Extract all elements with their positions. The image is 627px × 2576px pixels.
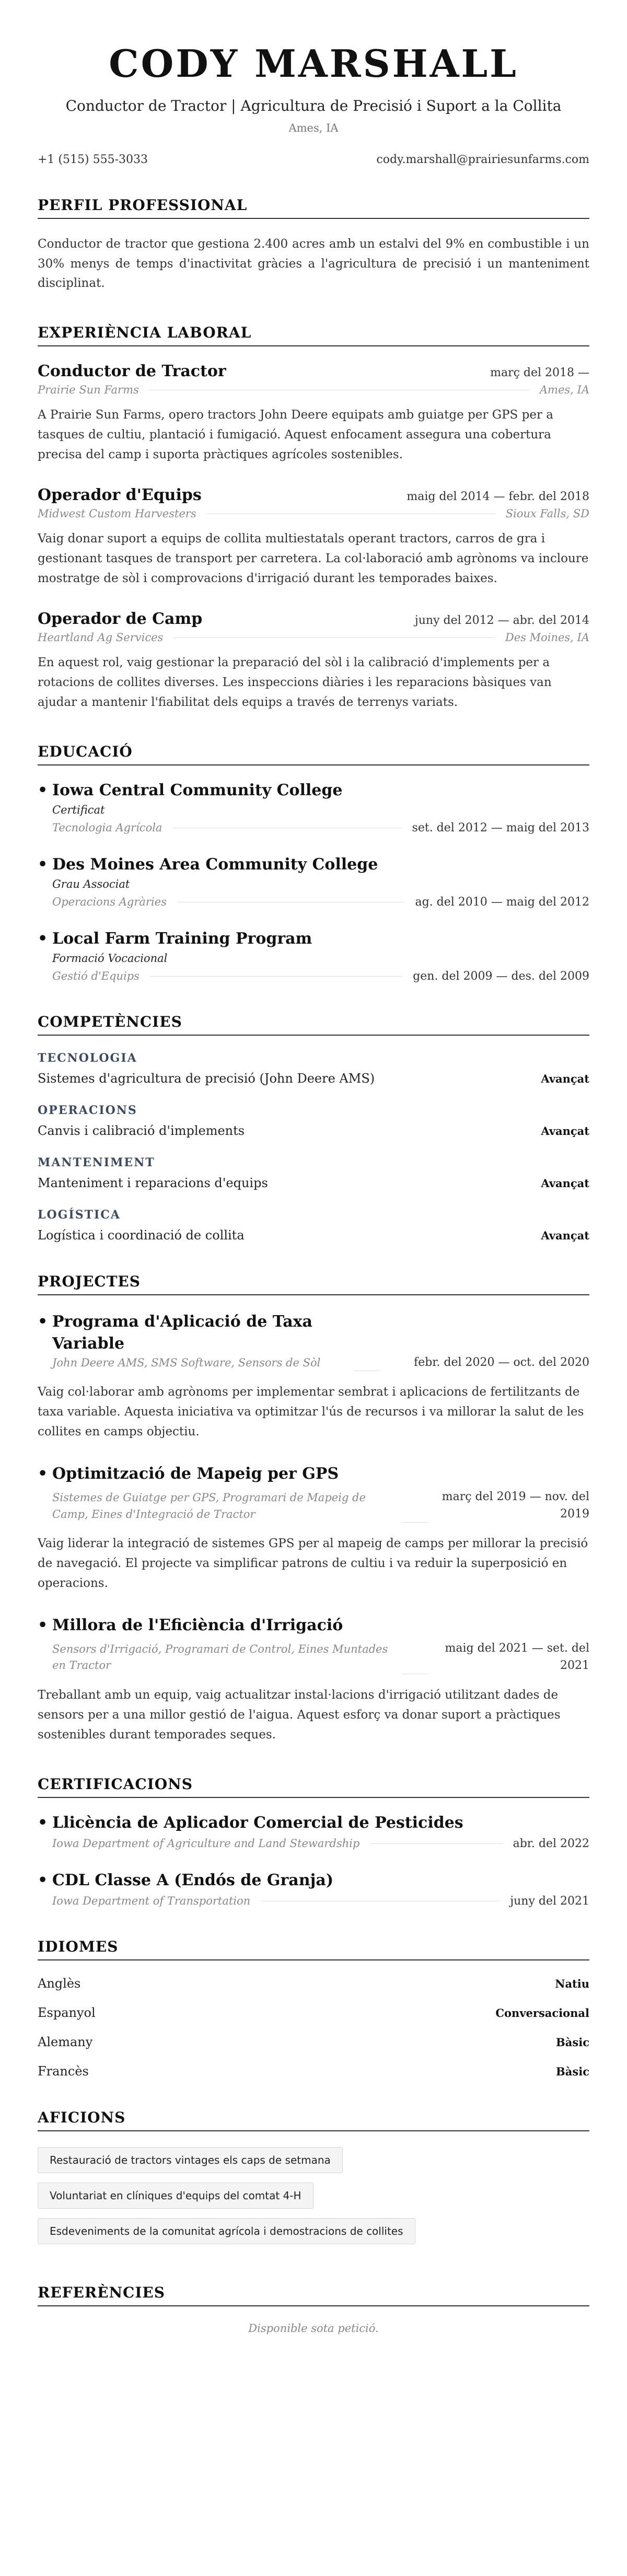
hobby-tag: Restauració de tractors vintages els caps de setmana (38, 2147, 343, 2173)
skill-category: MANTENIMENT (38, 1155, 155, 1169)
bullet-icon: • (38, 929, 48, 948)
projects-heading: PROJECTES (38, 1273, 589, 1295)
job-description: En aquest rol, vaig gestionar la preparació del sòl i la calibració d'implements per a rotacions de collites diverses. Les inspeccions diàries i les reparacions bàsiques van ajudar a mantenir l'fiabilitat dels equips a través de terrenys variats. (38, 656, 552, 709)
language-row (38, 1976, 589, 1991)
project-title: Programa d'Aplicació de Taxa Variable (52, 1312, 312, 1353)
skill-level: Avançat (541, 1176, 589, 1190)
references-section (38, 2284, 589, 2335)
references-text: Disponible sota petició. (248, 2322, 379, 2335)
certification-entry (38, 1871, 589, 1908)
job-description: Vaig donar suport a equips de collita multiestatals operant tractors, carros de gra i gestionant tasques de transport per carretera. La col·laboració amb agrònoms va incloure mostratge de sòl i comprovacions d'irrigació durant les temporades baixes. (38, 532, 589, 586)
language-level: Bàsic (556, 2064, 589, 2078)
job-entry (38, 362, 589, 465)
language-level: Natiu (555, 1977, 589, 1990)
languages-heading: IDIOMES (38, 1938, 589, 1960)
skill-name: Logística i coordinació de collita (38, 1227, 245, 1243)
hobbies-heading: AFICIONS (38, 2109, 589, 2131)
education-date: ag. del 2010 — maig del 2012 (415, 895, 589, 909)
bullet-icon: • (38, 1871, 48, 1889)
skill-category: TECNOLOGIA (38, 1051, 137, 1065)
bullet-icon: • (38, 1465, 48, 1483)
job-date: juny del 2012 — abr. del 2014 (414, 614, 589, 628)
field-of-study: Tecnologia Agrícola (52, 821, 162, 834)
job-company: Prairie Sun Farms (38, 384, 139, 397)
projects-section (38, 1273, 589, 1745)
certification-entry (38, 1814, 589, 1850)
language-row (38, 2005, 589, 2020)
experience-section (38, 324, 589, 712)
certification-issuer: Iowa Department of Agriculture and Land Stewardship (52, 1837, 360, 1850)
job-entry (38, 610, 589, 713)
skill-name: Canvis i calibració d'implements (38, 1123, 245, 1138)
leader-line (173, 637, 495, 638)
language-level: Conversacional (495, 2006, 589, 2020)
field-of-study: Gestió d'Equips (52, 970, 140, 983)
candidate-location: Ames, IA (288, 121, 339, 134)
language-name: Anglès (38, 1976, 81, 1991)
certifications-heading: CERTIFICACIONS (38, 1776, 589, 1798)
job-date: març del 2018 — (490, 366, 589, 380)
profile-section (38, 196, 589, 294)
job-description: A Prairie Sun Farms, opero tractors John Deere equipats amb guiatge per GPS per a tasques de cultiu, plantació i fumigació. Aquest enfocament assegura una cobertura precisa del camp i suporta pràctiques agrícoles sostenibles. (38, 408, 553, 462)
certification-date: abr. del 2022 (513, 1837, 589, 1850)
job-entry (38, 486, 589, 589)
education-section (38, 743, 589, 983)
education-heading: EDUCACIÓ (38, 743, 589, 765)
skill-name: Manteniment i reparacions d'equips (38, 1175, 268, 1190)
candidate-title: Conductor de Tractor | Agricultura de Precisió i Suport a la Collita (65, 97, 562, 114)
email-address[interactable]: cody.marshall@prairiesunfarms.com (376, 153, 589, 166)
certification-title: CDL Classe A (Endós de Granja) (52, 1871, 334, 1889)
certification-issuer: Iowa Department of Transportation (52, 1895, 251, 1908)
school-name: Iowa Central Community College (52, 781, 343, 799)
project-tech: Sensors d'Irrigació, Programari de Control, Eines Muntades en Tractor (52, 1642, 388, 1672)
project-title: Optimització de Mapeig per GPS (52, 1465, 339, 1483)
project-description: Vaig liderar la integració de sistemes GPS per al mapeig de camps per millorar la precisió de navegació. El projecte va simplificar patrons de cultiu i va reduir la superposició en operacions. (38, 1537, 588, 1591)
skill-category: OPERACIONS (38, 1103, 137, 1117)
skill-category: LOGÍSTICA (38, 1208, 121, 1222)
job-company: Heartland Ag Services (38, 631, 164, 644)
job-location: Des Moines, IA (505, 631, 589, 644)
project-entry (38, 1463, 589, 1594)
job-company: Midwest Custom Harvesters (38, 507, 196, 520)
education-date: set. del 2012 — maig del 2013 (412, 821, 589, 834)
skill-group (38, 1104, 589, 1138)
school-name: Local Farm Training Program (52, 929, 312, 948)
skill-group (38, 1051, 589, 1086)
job-location: Ames, IA (539, 384, 589, 397)
hobbies-section (38, 2109, 589, 2254)
contact-row (38, 153, 589, 166)
skills-heading: COMPETÈNCIES (38, 1013, 589, 1036)
language-level: Bàsic (556, 2035, 589, 2049)
languages-section (38, 1938, 589, 2079)
language-name: Francès (38, 2063, 89, 2079)
skill-level: Avançat (541, 1124, 589, 1138)
project-date: febr. del 2020 — oct. del 2020 (414, 1356, 589, 1370)
certification-date: juny del 2021 (510, 1894, 589, 1908)
skill-group (38, 1156, 589, 1190)
certification-title: Llicència de Aplicador Comercial de Pesticides (52, 1813, 463, 1832)
job-location: Sioux Falls, SD (505, 507, 589, 520)
job-title: Conductor de Tractor (38, 362, 226, 381)
project-title: Millora de l'Eficiència d'Irrigació (52, 1616, 343, 1634)
leader-line (370, 1843, 502, 1844)
bullet-icon: • (38, 781, 48, 799)
skill-group (38, 1208, 589, 1243)
job-date: maig del 2014 — febr. del 2018 (407, 490, 589, 504)
project-tech: John Deere AMS, SMS Software, Sensors de Sòl (52, 1356, 321, 1369)
certifications-section (38, 1776, 589, 1908)
degree: Formació Vocacional (52, 952, 168, 965)
project-date: març del 2019 — nov. del 2019 (442, 1490, 589, 1521)
job-title: Operador de Camp (38, 610, 203, 629)
education-date: gen. del 2009 — des. del 2009 (413, 969, 589, 983)
skill-name: Sistemes d'agricultura de precisió (John Deere AMS) (38, 1071, 375, 1086)
hobby-tag: Esdeveniments de la comunitat agrícola i demostracions de collites (38, 2218, 415, 2244)
project-date: maig del 2021 — set. del 2021 (445, 1641, 589, 1672)
education-entry (38, 855, 589, 909)
phone-number: +1 (515) 555-3033 (38, 153, 148, 166)
profile-text: Conductor de tractor que gestiona 2.400 acres amb un estalvi del 9% en combustible i un 30% menys de temps d'inactivitat gràcies a l'agricultura de precisió i un manteniment disciplinat. (38, 237, 589, 291)
bullet-icon: • (38, 855, 48, 874)
experience-heading: EXPERIÈNCIA LABORAL (38, 324, 589, 346)
education-entry (38, 930, 589, 983)
job-title: Operador d'Equips (38, 486, 202, 505)
bullet-icon: • (38, 1813, 48, 1832)
references-heading: REFERÈNCIES (38, 2284, 589, 2306)
profile-heading: PERFIL PROFESSIONAL (38, 196, 589, 219)
language-name: Espanyol (38, 2005, 96, 2020)
language-name: Alemany (38, 2034, 93, 2049)
skills-section (38, 1013, 589, 1243)
bullet-icon: • (38, 1616, 48, 1634)
degree: Grau Associat (52, 877, 130, 890)
education-entry (38, 781, 589, 834)
field-of-study: Operacions Agràries (52, 896, 167, 909)
school-name: Des Moines Area Community College (52, 855, 378, 874)
skill-level: Avançat (541, 1228, 589, 1242)
project-entry (38, 1311, 589, 1442)
project-entry (38, 1615, 589, 1745)
leader-line (150, 976, 402, 977)
language-row (38, 2064, 589, 2079)
leader-line (402, 1522, 428, 1523)
candidate-name: CODY MARSHALL (109, 41, 518, 86)
project-description: Treballant amb un equip, vaig actualitzar instal·lacions d'irrigació utilitzant dades de sensors per a una millor gestió de l'aigua. Aquest esforç va donar suport a pràctiques sostenibles durant temporades seques. (38, 1688, 561, 1742)
project-tech: Sistemes de Guiatge per GPS, Programari de Mapeig de Camp, Eines d'Integració de Tractor (52, 1491, 366, 1521)
language-row (38, 2035, 589, 2049)
degree: Certificat (52, 803, 105, 816)
hobby-tag: Voluntariat en clíniques d'equips del comtat 4-H (38, 2183, 314, 2209)
bullet-icon: • (38, 1312, 48, 1331)
project-description: Vaig col·laborar amb agrònoms per implementar sembrat i aplicacions de fertilitzants de taxa variable. Aquesta iniciativa va optimitzar l'ús de recursos i va millorar la salut de les collites en camps objectiu. (38, 1385, 584, 1439)
skill-level: Avançat (541, 1072, 589, 1085)
hobby-tags (38, 2147, 589, 2254)
